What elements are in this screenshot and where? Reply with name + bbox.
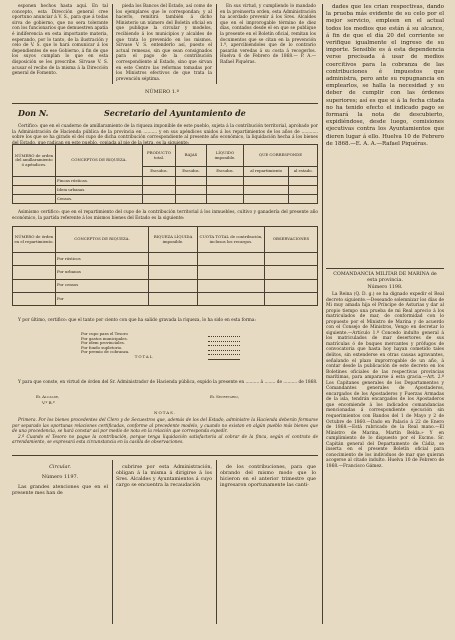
- divider: [12, 455, 318, 456]
- notas-heading: NOTAS.: [154, 410, 176, 415]
- repartimiento-table: NÚMERO de órden en el repartimiento. CONCEPTOS DE RIQUEZA. RIQUEZA LÍQUIDA imponible. CUOTA TOTAL de contribución, inclusos los recargos. OBSERVACIONES Por rústicos Por urbanos Por censos Por: [12, 226, 318, 306]
- column-rule: [112, 4, 113, 84]
- circular-heading: Circular.: [49, 464, 71, 470]
- notas-text: Primera. Por los bienes procedentes del Clero y de Secuestros que, además de los del Estado, administre la Hacienda deberán formarse por separado las oportunas relaciones certificadas, conforme al precedente modelo, y cuando no existan en algún pueblo más bienes que de una procedencia, se hará constar así por medio de nota en la relación que corresponda expedir. 2.ª Cuando el Tesoro no pague la contribución, porque tenga liquidación satisfactoria al cobrar de la finca, según el contrato de arrendamiento, se expresará esta circunstancia en la casilla de observaciones.: [12, 418, 318, 446]
- vb-label: V.º B.º: [42, 400, 55, 405]
- right-column-text: dades que les crian respectivas, dando la prueba más evidente de su celo por el mejor servicio, empleen en el actual todos los medios que están á su alcance, á fin de que el día 20 del corriente se verifique igualmente el ingreso de su importe. Sensible es á esta dependencia verse precisada á usar de medios coercitivos para la cobranza de las contribuciones é impuestos que administra, pero ante su repugnancia en emplearlos, se halla la necesidad y su deber de cumplir con las órdenes superiores; así es que si á la fecha citada no ha tenido efecto el indicado pago se formará la nota de descubierto, expidiéndose, desde luego, comisiones ejecutivas contra los Ayuntamientos que dieren lugar á ello. Huelva 10 de Febrero de 1868.—E. A. A.—Rafael Piquéras.: [326, 4, 444, 147]
- table-row: Por: [56, 292, 149, 305]
- table-row: Por gastos municipales.: [81, 335, 128, 341]
- don-label: Don N.: [18, 108, 49, 118]
- alcalde-label: El Alcalde,: [36, 394, 60, 399]
- y-para-text: Y para que conste, en virtud de órden del Sr. Administrador de Hacienda pública, expido la presente en .......... á ........ de .......... de 1868.: [18, 380, 318, 385]
- table-row: Por rústicos: [56, 253, 149, 266]
- secretario-label: El Secretario,: [210, 394, 240, 399]
- table-row: Censos.: [56, 195, 143, 204]
- comandancia-heading: COMANDANCIA MILITAR DE MARINA de esta provincia.: [333, 272, 437, 283]
- right-column-rule: [322, 4, 323, 624]
- liquidation-table: NÚMERO de orden del amillaramiento ó apéndices. CONCEPTOS DE RIQUEZA. PRODUCTO total. BAJAS LÍQUIDO imponible. QUE CORRESPONDE Escudos. Escudos. Escudos. al repartimiento al estado. Fincas rústicas. Idem urbanas. Censos.: [12, 144, 318, 204]
- asimismo-text: Asimismo certifico: que en el repartimiento del cupo de la contribución territorial á los inmuebles, cultivo y ganadería del presente año económico, la partida referente á los mismos bienes del Estado es la siguiente:: [12, 210, 318, 221]
- table-row: Por fondo supletorio.: [81, 344, 123, 350]
- divider: [12, 103, 318, 104]
- column-rule: [112, 460, 113, 624]
- column-rule: [216, 4, 217, 84]
- table-row: Por urbanos: [56, 266, 149, 279]
- comandancia-numero: Número 1198.: [367, 285, 403, 290]
- table-row: Por cupo para el Tesoro: [81, 331, 128, 336]
- top-column-1: esponen hechos hasta aquí. En tal concepto, esta Dirección general cree oportuno anunciar á V. S., para que á todas sirva de gobierno, que no sera tolerante con los funcionarios que demuestren apatía é indiferencia en esta importante materia, esperando, por lo tanto, de la ilustración y celo de V. S. que lo hará comunicar á los dependientes de ese Gobierno, á fin de que los suyos cumplan lo que en esta disposición se les prescribe. Sírvase V. S. acusar el recibo de la misma á la Dirección general de Fomento.: [12, 4, 108, 77]
- bottom-column-3: de los contribuciones, para que obrando del mismo modo que lo hicieron en el anterior trimestre que ingresaron oportunamente las canti-: [220, 465, 316, 489]
- certification-text: Certifico: que en el cuaderno de amillaramiento de la riqueza imponible de este pueblo, sujeta á la contribución territorial, aprobado por la Administración de Hacienda pública de la provincia en .......... y en sus apéndices unidos á los repartimientos de los años de ............ sobre los que se ha girado el del cupo de dicha contribución correspondiente al presente año económico, la liquidación hecha á los bienes del Estado, que radican en este pueblo, copiada al pie de la letra, es la siguiente:: [12, 124, 318, 146]
- bottom-column-1: Las grandes atenciones que en el presente mes han de: [12, 485, 108, 497]
- divider: [326, 268, 444, 269]
- table-row: Idem urbanas.: [56, 186, 143, 195]
- bottom-column-2: cubrirse por esta Administración, obligan á la misma á dirigirse á los Sres. Alcaldes y Ayuntamientos á cuyo cargo se encuentra la recaudación: [116, 465, 212, 489]
- numero-heading: NÚMERO 1.º: [145, 89, 179, 95]
- table-row: Fincas rústicas.: [56, 177, 143, 186]
- table-row: Por censos: [56, 279, 149, 292]
- table-row: Por idem provinciales.: [81, 340, 126, 346]
- column-rule: [216, 460, 217, 624]
- form-title: Secretario del Ayuntamiento de: [104, 108, 246, 118]
- top-column-2: pieda los Bancos del Estado, así como de los ejemplares que le correspondan; y al hacerlo, remitirá también á dicho Ministerio un número del Boletín oficial en que publique la circular y modelos, recibiendo á los municipios y alcaldes de que trata lo prevenido en los mismos. Sírvase V. S. entenderlo así, puesto el actual remesas, sin que sean consignados para el pago de la contribución correspondiente al Estado, sino que sirvan en este Centro las reformas tomadas por los Ministros efectivos de que trata la prevención séptima.: [116, 4, 212, 82]
- total-label: TOTAL: [134, 353, 154, 359]
- table-row: Por premio de cobranza.: [81, 349, 130, 355]
- y-por-ultimo-text: Y por último, certifico: que el tanto por ciento con que ha salido gravada la riqueza, lo ha sido en esta forma:: [18, 318, 256, 323]
- percentage-table: [80, 332, 240, 360]
- bottom-numero: Número 1197.: [41, 474, 79, 480]
- top-column-3: En sus virtud, y cumpliendo lo mandado en la preinserta orden, esta Administración ha acordado prevenir á los Sres. Alcaldes que en el improrogable término de diez días, contados desde el en que se publique la presente en el Boletín oficial, remitan los documentos que se citan en la prevención 1.ª, apercibiéndoles que de lo contrario pasarán veredas á su costa á recogerlos. Huelva 6 de Febrero de 1868.— P. A.—Rafael Piquéras.: [220, 4, 316, 65]
- comandancia-body: La Reina (Q. D. g.) se ha dignado expedir el Real decreto siguiente.—Deseando solemnizar los días de Mi muy amada hija el Príncipe de Asturias y dar al propio tiempo una prueba de mi Real aprecio á los matriculados de mar, de conformidad con lo propuesto por el Ministro de Marina y de acuerdo con el Consejo de Ministros, Vengo en decretar lo siguiente.—Artículo 1.º Concedo indulto general á los matriculados de mar desertores de sus matrículas ó de buques mercantes y prófugos de convocatoria que hasta hoy hayan cometido tales delitos, sin extenderse en otras causas agravantes, señalando el plazo improrrogable de un año, á contar desde la publicación de este decreto en los Boletines oficiales de las respectivas provincias marítimas, para ampararse á esta gracia.—Art. 2.º Los Capitanes generales de los Departamentos y Comandantes generales de Apostaderos, encargados de los Apostaderos y Fuerzas Armadas de la isla, tendrán encargados de los Apostaderos que encomiende á los indicados comandancias mencionadas á correspondiente ejecución sin requerimientos con Bandos del 1 de Mayo y 2 de Octubre de 1860.—Dado en Palacio á 22 de Enero de 1868.—Está rubricado de la Real mano.—El Ministro de Marina, Martín Belda.» Y en cumplimiento de lo dispuesto por el Excmo. Sr. Capitán general del Departamento de Cádiz, se inserta en el presente Boletín oficial para conocimiento de los individuos de mar que quieran acogerse al citado indulto. Huelva 10 de Febrero de 1868.—Francisco Gámez.: [326, 292, 444, 469]
